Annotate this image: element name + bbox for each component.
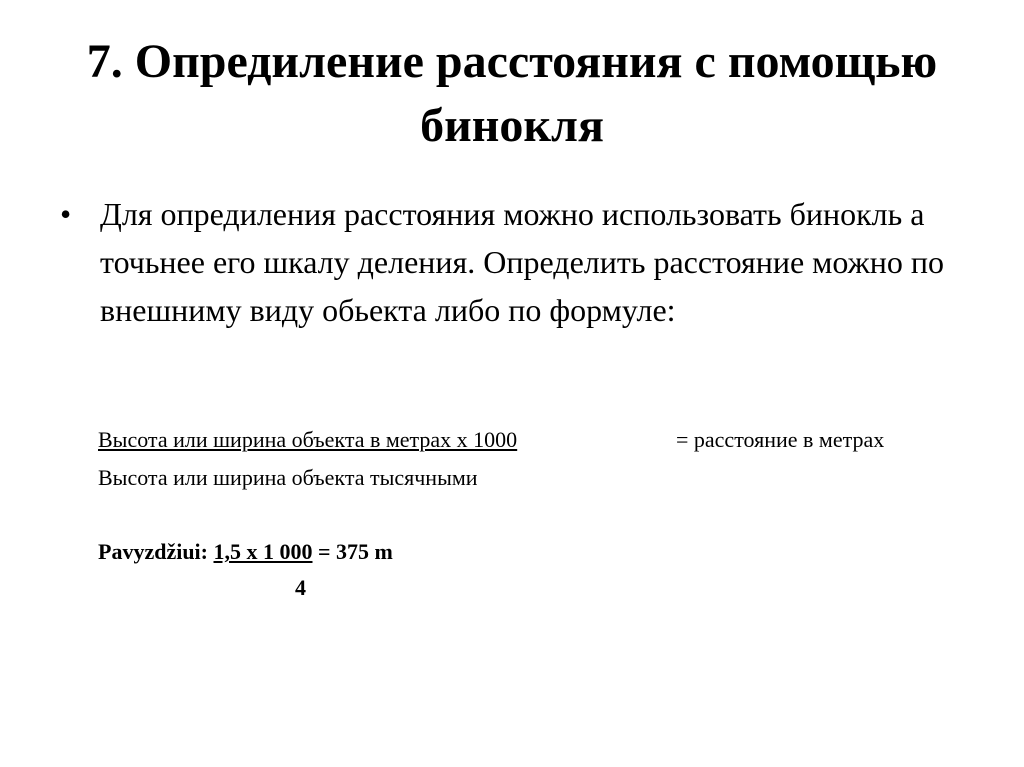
example-line <box>98 537 393 567</box>
example-denominator: 4 <box>295 575 306 600</box>
formula-result: = расстояние в метрах <box>676 427 885 452</box>
bullet-text: Для опредиления расстояния можно использовать бинокль а точьнее его шкалу деления. Определить расстояние можно по внешниму виду обьекта либо по формуле: <box>100 196 944 328</box>
bullet-dot-icon: • <box>60 196 72 232</box>
example-result: = 375 m <box>318 539 393 564</box>
formula-denominator: Высота или ширина объекта тысячными <box>98 465 478 490</box>
slide-title: 7. Опредиление расстояния с помощью бинокля <box>86 35 938 152</box>
example-numerator: 1,5 x 1 000 <box>213 539 313 564</box>
example-label: Pavyzdžiui: <box>98 539 208 564</box>
formula-numerator: Высота или ширина объекта в метрах х 1000 <box>98 427 518 452</box>
